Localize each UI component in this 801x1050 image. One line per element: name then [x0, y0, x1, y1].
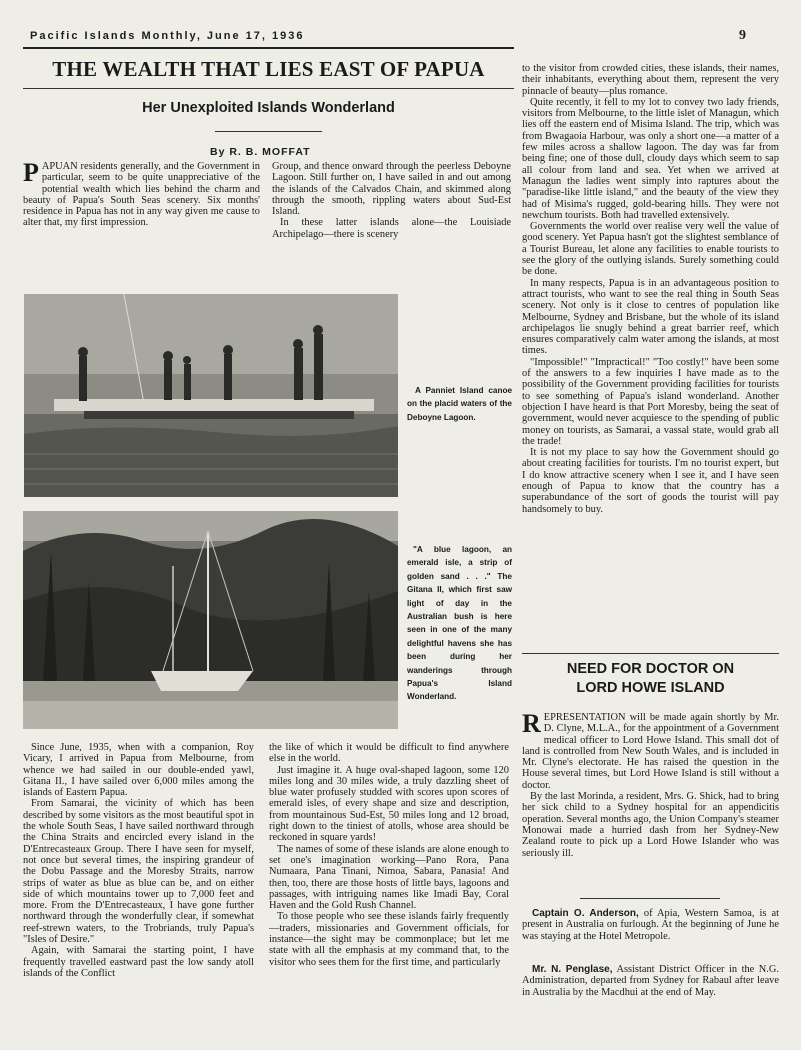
article-title: THE WEALTH THAT LIES EAST OF PAPUA — [52, 57, 485, 81]
intro-left-column — [23, 158, 260, 229]
right-para-5: "Impossible!" "Impractical!" "Too costly!" have been some of the answers to a few inquiries I have made as to the possibility of the Government providing facilities for tourists to see something of Papua's island wonderland. Another objection I have heard is that Port Moresby, being the seat of government, would never acquiesce to the spending of public money on tourists, as Samarai, a vassal state, would grab all the trade! — [522, 356, 779, 447]
subtitle-rule — [215, 131, 322, 132]
bottom-left-column — [23, 742, 254, 979]
bottom-mid-para-1: the like of which it would be difficult to find anywhere else in the world. — [269, 742, 509, 765]
penglase-text: Assistant District Officer in the N.G. Administration, departed from Sydney for Rabaul after leave in Australia by the Macdhui at the end of May. — [522, 964, 779, 998]
bottom-mid-para-2: Just imagine it. A huge oval-shaped lagoon, some 120 miles long and 30 miles wide, a truly dazzling sheet of blue water profusely studded with scores upon scores of emerald isles, of every shape and size and description, from mountainous Sud-Est, 50 miles long and 12 broad, right down to the tiniest of atolls, whose area should be reckoned in square yards! — [269, 764, 509, 844]
yacht-caption: "A blue lagoon, an emerald isle, a strip of golden sand . . ." The Gitana II, which first saw light of day in the Australian bush is here seen in one of the many delightful havens she has been during her wanderings through Papua's Island Wonderland. — [407, 545, 512, 702]
bottom-middle-column — [269, 742, 509, 968]
title-bottom-rule — [23, 88, 514, 89]
yacht-photo — [23, 511, 398, 729]
news-title — [522, 660, 779, 698]
penglase-name: Mr. N. Penglase, — [532, 964, 613, 975]
right-para-6: It is not my place to say how the Government should go about creating facilities for tourists. I'm no tourist expert, but I do know attractive scenery when I see it, and I have seen enough of Papua to know that the country has a superabundance of the sort of goods the tourist will pay handsomely to buy. — [522, 447, 779, 515]
news-title-line-2: LORD HOWE ISLAND — [576, 680, 725, 696]
intro-dropcap: P — [23, 158, 39, 187]
right-column — [522, 63, 779, 515]
right-para-3: Governments the world over realise very well the value of good scenery. Yet Papua hasn't got the slightest semblance of a Tourist Bureau, let alone any facilities to enable tourists to see the glory of the outlying islands. Surely something could be done. — [522, 221, 779, 278]
masthead: Pacific Islands Monthly, June 17, 1936 — [30, 30, 305, 42]
personal-item-penglase — [522, 964, 779, 998]
canoe-photo — [24, 294, 398, 497]
bottom-mid-para-4: To those people who see these islands fairly frequently—traders, missionaries and Government officials, for instance—the sight may be commonplace; but let me state with all the emphasis at my command that, to the visitor who sees them for the first time, and particularly — [269, 911, 509, 968]
intro-left-text: APUAN residents generally, and the Government in particular, seem to be quite unappreciative of the potential wealth which lies behind the charm and beauty of Papua's South Seas scenery. Six months' residence in Papua has not in any way given me cause to alter that, my first impression. — [23, 161, 260, 229]
bottom-left-para-3: Again, with Samarai the starting point, I have frequently travelled eastward past the low sandy atoll islands of the Conflict — [23, 945, 254, 979]
news-top-rule — [522, 653, 779, 654]
article-subtitle: Her Unexploited Islands Wonderland — [142, 100, 395, 116]
page-number: 9 — [739, 28, 746, 43]
news-title-line-1: NEED FOR DOCTOR ON — [566, 661, 735, 677]
canoe-caption: A Panniet Island canoe on the placid waters of the Deboyne Lagoon. — [407, 386, 512, 422]
intro-right-column — [272, 161, 511, 240]
bottom-mid-para-3: The names of some of these islands are alone enough to set one's imagination working—Pano Rora, Pana Numaara, Pana Tinani, Nimoa, Sabara, Panasia! And then, too, there are those hosts of little bays, lagoons and passages, with intriguing names like Imadi Bay, Coral Haven and the Gold Rush Channel. — [269, 843, 509, 912]
personal-item-anderson — [522, 908, 779, 942]
news-divider — [580, 898, 720, 899]
bottom-left-para-1: Since June, 1935, when with a companion, Roy Vicary, I arrived in Papua from Melbourne, from whence we had sailed in our double-ended yawl, Gitana II., I have sailed over 6,000 miles among the islands of Eastern Papua. — [23, 742, 254, 799]
bottom-left-para-2: From Samarai, the vicinity of which has been described by some visitors as the most beautiful spot in the whole South Seas, I have sailed northward through the China Straits and encircled every island in the D'Entrecasteaux Group. There I have seen for myself, not once but several times, the inspiring grandeur of the Dobu Passage and the Moresby Straits, narrow strips of water as blue as blue can be, and on either side of which mountains tower up to 7,000 feet and more. From the D'Entrecasteaux, I have gone further northward through the wonderfully clear, if somewhat reef-strewn waters, to the Trobriands, truly Papua's "Isles of Desire." — [23, 798, 254, 946]
news-para-1: EPRESENTATION will be made again shortly by Mr. D. Clyne, M.L.A., for the appointment of a Government medical officer to Lord Howe Island. This small dot of land is controlled from New South Wales, and is included in Mr. Clyne's electorate. He has raised the question in the House several times, but Lord Howe Island is still without a doctor. — [522, 712, 779, 791]
anderson-text: of Apia, Western Samoa, is at present in Australia on furlough. At the beginning of June he was staying at the Hotel Metropole. — [522, 908, 779, 942]
news-body — [522, 709, 779, 859]
right-para-2: Quite recently, it fell to my lot to convey two lady friends, visitors from Melbourne, to the little islet of Managun, which lies off the eastern end of Misima Island. The trip, which was from Bwagaoia Harbour, was only a short one—a matter of a few miles across a shallow lagoon. The day was far from being fine; one of those dull, cloudy days which seem to sap all colour from land and sea. Yet when we arrived at Managun the ladies went simply into raptures about the "paradise-like little island," and the beauty of the view they had of Misima's rugged, gold-bearing hills. They were not newchum tourists. Both had travelled extensively. — [522, 96, 779, 221]
intro-right-para-2: In these latter islands alone—the Louisiade Archipelago—there is scenery — [272, 217, 511, 240]
right-para-1: to the visitor from crowded cities, these islands, their names, their inhabitants, everything about them, represent the very pinnacle of beauty—plus romance. — [522, 63, 779, 97]
anderson-name: Captain O. Anderson, — [532, 908, 639, 919]
news-dropcap: R — [522, 709, 541, 738]
article-byline: By R. B. MOFFAT — [210, 146, 311, 158]
intro-right-para-1: Group, and thence onward through the peerless Deboyne Lagoon. Still further on, I have sailed in and out among the islands of the Calvados Chain, and skimmed along through the smooth, rippling waters about Sud-Est Island. — [272, 161, 511, 218]
title-top-rule — [23, 47, 514, 49]
right-para-4: In many respects, Papua is in an advantageous position to attract tourists, who want to see the real thing in South Seas scenery. Not only is it close to centres of population like Melbourne, Sydney and Brisbane, but the whole of its island archipelagos lie snugly behind a great barrier reef, which ensures comparatively calm water among the islands, at most times. — [522, 277, 779, 357]
news-para-2: By the last Morinda, a resident, Mrs. G. Shick, had to bring her sick child to a Sydney hospital for an appendicitis operation. Several months ago, the Union Company's steamer Monowai made a hurried dash from her Sydney-New Zealand route to pick up a Lord Howe Islander who was seriously ill. — [522, 791, 779, 859]
